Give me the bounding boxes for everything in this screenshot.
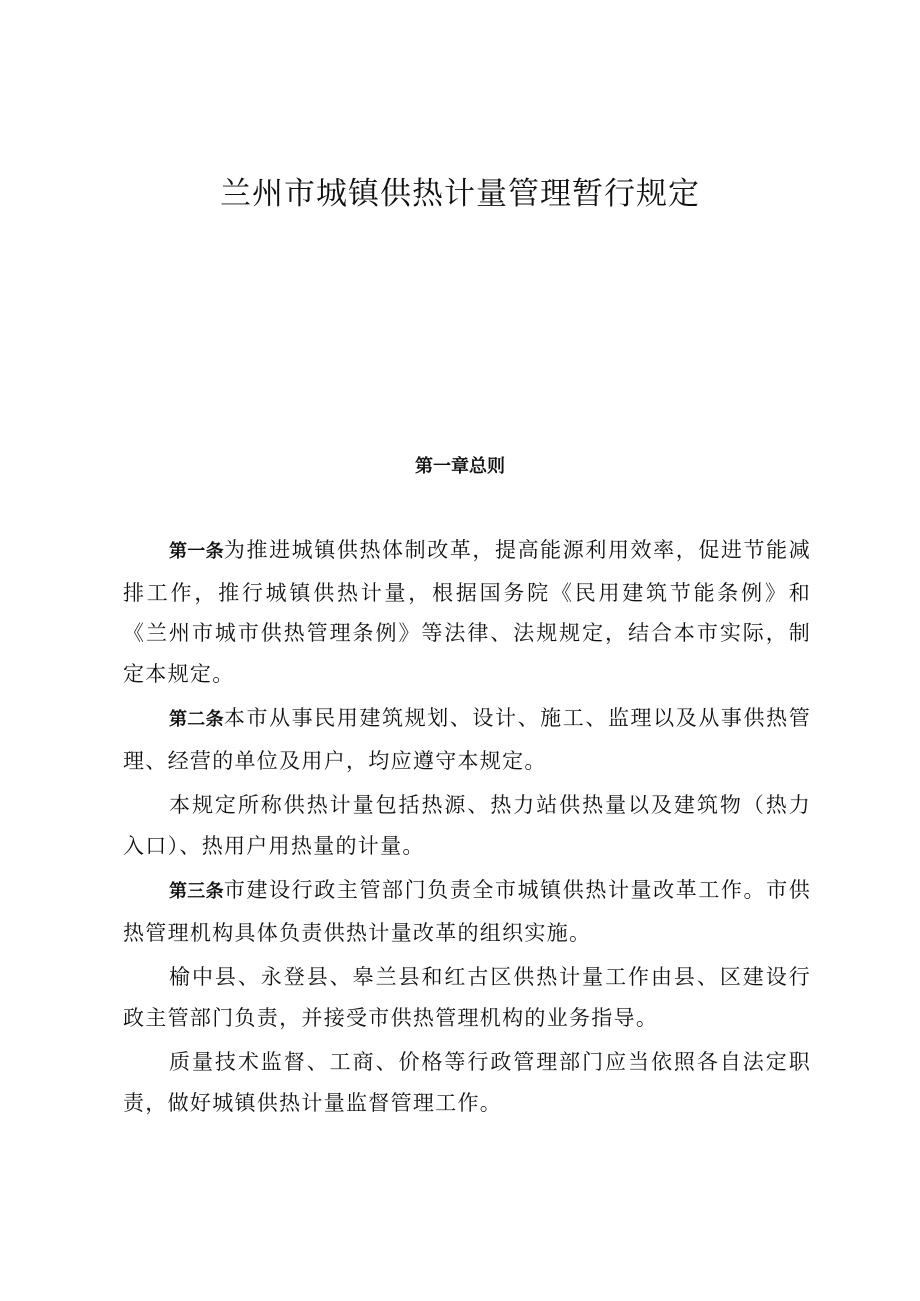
article-number: 第二条: [169, 709, 224, 730]
paragraph-article-3-clause-1: [123, 957, 811, 1038]
paragraph-text: 本市从事民用建筑规划、设计、施工、监理以及从事供热管理、经营的单位及用户，均应遵守本规定。: [123, 706, 811, 773]
paragraph-text: 本规定所称供热计量包括热源、热力站供热量以及建筑物（热力入口）、热用户用热量的计量。: [123, 793, 811, 858]
document-title: 兰州市城镇供热计量管理暂行规定: [220, 176, 700, 212]
chapter-heading: 第一章总则: [415, 456, 505, 477]
paragraph-article-2: [123, 698, 811, 781]
paragraph-article-3-clause-2: [123, 1042, 811, 1123]
paragraph-text: 市建设行政主管部门负责全市城镇供热计量改革工作。市供热管理机构具体负责供热计量改革的组织实施。: [123, 878, 811, 945]
paragraph-article-2-clause: [123, 785, 811, 866]
paragraph-article-3: [123, 870, 811, 953]
paragraph-text: 为推进城镇供热体制改革，提高能源利用效率，促进节能减排工作，推行城镇供热计量，根据国务院《民用建筑节能条例》和《兰州市城市供热管理条例》等法律、法规规定，结合本市实际，制定本规定。: [123, 538, 811, 686]
paragraph-text: 质量技术监督、工商、价格等行政管理部门应当依照各自法定职责，做好城镇供热计量监督管理工作。: [123, 1050, 811, 1115]
document-body: [123, 530, 811, 1123]
paragraph-text: 榆中县、永登县、皋兰县和红古区供热计量工作由县、区建设行政主管部门负责，并接受市供热管理机构的业务指导。: [123, 965, 811, 1030]
article-number: 第三条: [169, 881, 224, 902]
paragraph-article-1: [123, 530, 811, 694]
article-number: 第一条: [169, 541, 224, 562]
